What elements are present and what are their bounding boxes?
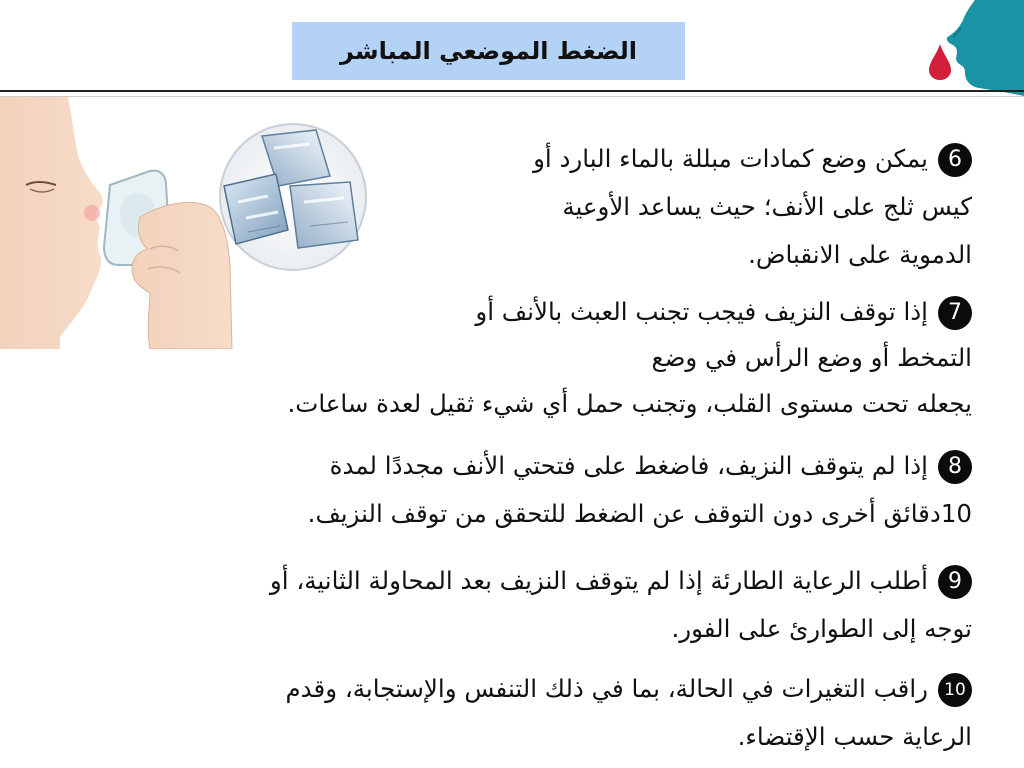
number-badge-9: 9 bbox=[938, 565, 972, 599]
list-item-7-line-3: يجعله تحت مستوى القلب، وتجنب حمل أي شيء ثقيل لعدة ساعات. bbox=[287, 389, 972, 418]
number-badge-8: 8 bbox=[938, 450, 972, 484]
list-item-8-line-1: 8إذا لم يتوقف النزيف، فاضغط على فتحتي الأنف مجددًا لمدة bbox=[308, 442, 972, 490]
face-with-ice-pack-illustration bbox=[0, 97, 235, 349]
list-item-7-line-1: 7إذا توقف النزيف فيجب تجنب العبث بالأنف أو bbox=[287, 289, 972, 335]
list-item-10 bbox=[286, 665, 973, 761]
ice-cubes-image bbox=[218, 122, 368, 272]
list-item-10-line-1: 10راقب التغيرات في الحالة، بما في ذلك التنفس والإستجابة، وقدم bbox=[286, 665, 973, 713]
list-item-10-line-2: الرعاية حسب الإقتضاء. bbox=[737, 722, 972, 751]
list-item-6 bbox=[533, 135, 972, 279]
page-title: الضغط الموضعي المباشر bbox=[340, 37, 637, 65]
list-item-6-line-1: 6يمكن وضع كمادات مبللة بالماء البارد أو bbox=[533, 135, 972, 183]
number-badge-10: 10 bbox=[938, 673, 972, 707]
blood-drop-icon bbox=[925, 42, 955, 82]
list-item-6-line-2: كيس ثلج على الأنف؛ حيث يساعد الأوعية bbox=[562, 192, 972, 221]
title-box bbox=[292, 22, 685, 80]
list-item-7 bbox=[287, 289, 972, 427]
list-item-9-line-2: توجه إلى الطوارئ على الفور. bbox=[671, 614, 972, 643]
list-item-7-line-2: التمخط أو وضع الرأس في وضع bbox=[651, 343, 972, 372]
list-item-8-line-2: 10دقائق أخرى دون التوقف عن الضغط للتحقق من توقف النزيف. bbox=[307, 499, 972, 528]
number-badge-6: 6 bbox=[938, 143, 972, 177]
list-item-9-line-1: 9أطلب الرعاية الطارئة إذا لم يتوقف النزيف بعد المحاولة الثانية، أو bbox=[270, 557, 972, 605]
list-item-6-line-3: الدموية على الانقباض. bbox=[748, 240, 972, 269]
list-item-8 bbox=[308, 442, 972, 538]
list-item-9 bbox=[270, 557, 972, 653]
header-divider bbox=[0, 90, 1024, 92]
number-badge-7: 7 bbox=[938, 296, 972, 330]
